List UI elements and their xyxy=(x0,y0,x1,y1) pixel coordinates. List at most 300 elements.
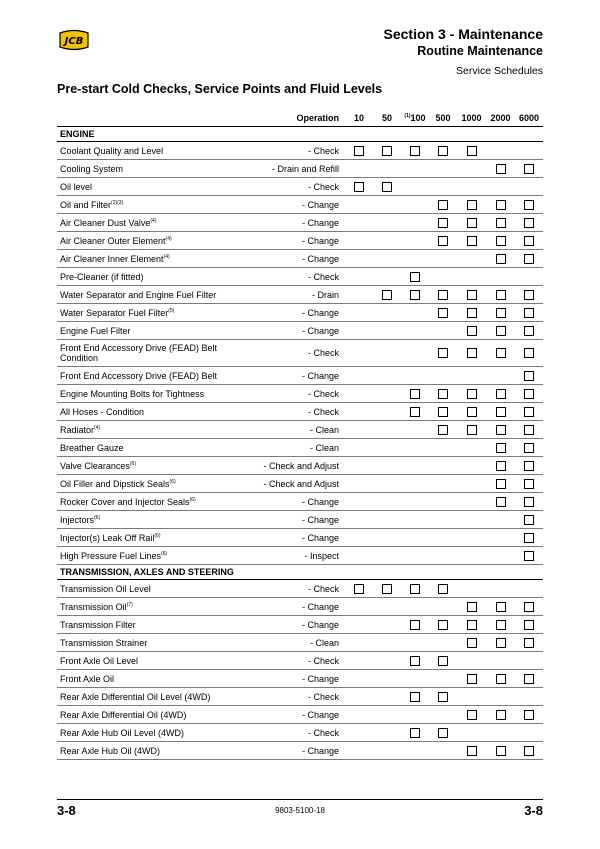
checkbox-icon xyxy=(496,348,506,358)
checkbox-icon xyxy=(496,746,506,756)
interval-cell xyxy=(486,304,515,322)
checkbox-icon xyxy=(438,348,448,358)
checkbox-icon xyxy=(438,584,448,594)
footnote-ref: (4) xyxy=(150,217,157,224)
operation-cell: - Change xyxy=(253,214,345,232)
checkbox-icon xyxy=(354,182,364,192)
interval-header: 500 xyxy=(429,110,457,127)
table-row xyxy=(57,367,543,385)
interval-header: 1000 xyxy=(457,110,486,127)
interval-cell xyxy=(515,670,543,688)
interval-cell xyxy=(486,286,515,304)
interval-cell xyxy=(515,160,543,178)
checkbox-icon xyxy=(496,254,506,264)
checkbox-icon xyxy=(524,620,534,630)
checkbox-icon xyxy=(438,236,448,246)
service-item: Front End Accessory Drive (FEAD) Belt xyxy=(57,367,253,385)
interval-cell xyxy=(515,511,543,529)
interval-cell xyxy=(345,160,373,178)
checkbox-icon xyxy=(496,389,506,399)
checkbox-icon xyxy=(524,371,534,381)
interval-cell xyxy=(457,232,486,250)
interval-cell xyxy=(515,322,543,340)
interval-cell xyxy=(345,547,373,565)
interval-cell xyxy=(373,250,401,268)
operation-cell: - Check xyxy=(253,403,345,421)
checkbox-icon xyxy=(467,674,477,684)
interval-cell xyxy=(373,511,401,529)
interval-cell xyxy=(457,742,486,760)
interval-cell xyxy=(457,421,486,439)
interval-cell xyxy=(429,457,457,475)
service-item: Oil level xyxy=(57,178,253,196)
interval-cell xyxy=(515,340,543,367)
operation-cell: - Clean xyxy=(253,439,345,457)
interval-cell xyxy=(401,160,429,178)
interval-cell xyxy=(457,475,486,493)
interval-cell xyxy=(429,439,457,457)
interval-cell xyxy=(429,403,457,421)
interval-cell xyxy=(429,529,457,547)
footnote-ref: (4) xyxy=(94,424,101,431)
interval-cell xyxy=(345,232,373,250)
interval-cell xyxy=(429,580,457,598)
table-row xyxy=(57,268,543,286)
checkbox-icon xyxy=(410,290,420,300)
interval-cell xyxy=(345,634,373,652)
interval-cell xyxy=(345,616,373,634)
interval-cell xyxy=(429,142,457,160)
table-row xyxy=(57,232,543,250)
interval-cell xyxy=(345,214,373,232)
interval-cell xyxy=(345,421,373,439)
interval-cell xyxy=(486,634,515,652)
interval-cell xyxy=(401,385,429,403)
interval-cell xyxy=(401,304,429,322)
interval-cell xyxy=(429,385,457,403)
interval-cell xyxy=(457,688,486,706)
interval-cell xyxy=(515,475,543,493)
interval-cell xyxy=(373,142,401,160)
checkbox-icon xyxy=(524,479,534,489)
operation-cell: - Change xyxy=(253,304,345,322)
checkbox-icon xyxy=(382,290,392,300)
interval-cell xyxy=(401,340,429,367)
service-item: Injectors$^{(6)}$ xyxy=(57,511,253,529)
interval-cell xyxy=(515,598,543,616)
interval-cell xyxy=(515,652,543,670)
interval-cell xyxy=(457,286,486,304)
interval-cell xyxy=(373,160,401,178)
document-number: 9803-5100-18 xyxy=(275,806,325,815)
operation-cell: - Change xyxy=(253,616,345,634)
checkbox-icon xyxy=(438,308,448,318)
interval-cell xyxy=(401,142,429,160)
checkbox-icon xyxy=(382,146,392,156)
table-row xyxy=(57,580,543,598)
page-number-left: 3-8 xyxy=(57,803,76,818)
interval-cell xyxy=(457,268,486,286)
checkbox-icon xyxy=(382,182,392,192)
interval-cell xyxy=(457,724,486,742)
interval-cell xyxy=(486,340,515,367)
service-item: Pre-Cleaner (if fitted) xyxy=(57,268,253,286)
interval-cell xyxy=(486,214,515,232)
interval-cell xyxy=(373,286,401,304)
service-item: Engine Fuel Filter xyxy=(57,322,253,340)
operation-cell: - Change xyxy=(253,493,345,511)
checkbox-icon xyxy=(410,620,420,630)
interval-cell xyxy=(345,340,373,367)
interval-cell xyxy=(515,547,543,565)
interval-cell xyxy=(457,529,486,547)
checkbox-icon xyxy=(382,584,392,594)
interval-cell xyxy=(401,421,429,439)
interval-cell xyxy=(486,706,515,724)
footnote-ref: (7) xyxy=(126,601,133,608)
interval-cell xyxy=(373,706,401,724)
interval-cell xyxy=(429,322,457,340)
operation-cell: - Change xyxy=(253,196,345,214)
checkbox-icon xyxy=(496,497,506,507)
footnote-ref: (6) xyxy=(169,478,176,485)
interval-cell xyxy=(515,688,543,706)
interval-cell xyxy=(373,670,401,688)
service-item: Breather Gauze xyxy=(57,439,253,457)
checkbox-icon xyxy=(410,584,420,594)
interval-cell xyxy=(429,367,457,385)
service-item: Rocker Cover and Injector Seals$^{(6)}$ xyxy=(57,493,253,511)
checkbox-icon xyxy=(496,638,506,648)
interval-cell xyxy=(373,340,401,367)
interval-cell xyxy=(429,475,457,493)
checkbox-icon xyxy=(524,461,534,471)
table-row xyxy=(57,403,543,421)
checkbox-icon xyxy=(467,407,477,417)
interval-cell xyxy=(345,142,373,160)
interval-cell xyxy=(373,367,401,385)
checkbox-icon xyxy=(496,326,506,336)
table-row xyxy=(57,457,543,475)
operation-cell: - Change xyxy=(253,367,345,385)
footnote-ref: (4) xyxy=(163,253,170,260)
interval-cell xyxy=(515,178,543,196)
interval-cell xyxy=(429,421,457,439)
interval-cell xyxy=(457,670,486,688)
interval-header: 6000 xyxy=(515,110,543,127)
interval-cell xyxy=(345,493,373,511)
interval-cell xyxy=(345,403,373,421)
checkbox-icon xyxy=(524,638,534,648)
interval-cell xyxy=(345,385,373,403)
interval-cell xyxy=(515,724,543,742)
checkbox-icon xyxy=(410,272,420,282)
operation-cell: - Check xyxy=(253,178,345,196)
interval-cell xyxy=(515,367,543,385)
service-item: High Pressure Fuel Lines$^{(6)}$ xyxy=(57,547,253,565)
table-row xyxy=(57,178,543,196)
interval-cell xyxy=(486,232,515,250)
footnote-ref: (2)(3) xyxy=(111,199,124,206)
checkbox-icon xyxy=(496,218,506,228)
table-row xyxy=(57,511,543,529)
interval-cell xyxy=(373,268,401,286)
interval-cell xyxy=(401,706,429,724)
interval-cell xyxy=(373,214,401,232)
interval-cell xyxy=(401,268,429,286)
interval-cell xyxy=(373,688,401,706)
interval-header: 2000 xyxy=(486,110,515,127)
table-row xyxy=(57,634,543,652)
operation-cell: - Change xyxy=(253,250,345,268)
interval-cell xyxy=(429,634,457,652)
checkbox-icon xyxy=(524,389,534,399)
interval-cell xyxy=(515,706,543,724)
interval-cell xyxy=(457,616,486,634)
service-item: Water Separator and Engine Fuel Filter xyxy=(57,286,253,304)
interval-cell xyxy=(429,286,457,304)
interval-cell xyxy=(345,706,373,724)
footnote-ref: (6) xyxy=(154,532,161,539)
checkbox-icon xyxy=(524,710,534,720)
interval-cell xyxy=(486,142,515,160)
footer-divider xyxy=(57,799,543,800)
checkbox-icon xyxy=(524,443,534,453)
table-row xyxy=(57,196,543,214)
interval-cell xyxy=(345,529,373,547)
interval-cell xyxy=(373,616,401,634)
interval-cell xyxy=(401,529,429,547)
operation-cell: - Clean xyxy=(253,634,345,652)
interval-cell xyxy=(486,322,515,340)
footnote-ref: (4) xyxy=(165,235,172,242)
interval-cell xyxy=(373,742,401,760)
interval-cell xyxy=(401,457,429,475)
interval-cell xyxy=(373,529,401,547)
table-row xyxy=(57,214,543,232)
service-item: Air Cleaner Dust Valve$^{(4)}$ xyxy=(57,214,253,232)
interval-cell xyxy=(486,160,515,178)
service-item: Transmission Filter xyxy=(57,616,253,634)
service-schedule-table xyxy=(57,110,543,760)
interval-header: 50 xyxy=(373,110,401,127)
table-row xyxy=(57,598,543,616)
checkbox-icon xyxy=(410,389,420,399)
interval-cell xyxy=(429,724,457,742)
interval-cell xyxy=(486,493,515,511)
interval-cell xyxy=(345,268,373,286)
page-header xyxy=(384,26,543,78)
checkbox-icon xyxy=(496,308,506,318)
checkbox-icon xyxy=(467,290,477,300)
checkbox-icon xyxy=(524,533,534,543)
interval-cell xyxy=(401,547,429,565)
operation-cell: - Change xyxy=(253,529,345,547)
table-row xyxy=(57,652,543,670)
service-item: Transmission Oil$^{(7)}$ xyxy=(57,598,253,616)
interval-cell xyxy=(457,367,486,385)
footnote-ref: (6) xyxy=(189,496,196,503)
interval-cell xyxy=(429,196,457,214)
interval-cell xyxy=(457,403,486,421)
interval-cell xyxy=(401,493,429,511)
interval-cell xyxy=(429,340,457,367)
checkbox-icon xyxy=(496,479,506,489)
section-row xyxy=(57,565,543,580)
interval-cell xyxy=(345,670,373,688)
checkbox-icon xyxy=(410,728,420,738)
checkbox-icon xyxy=(467,200,477,210)
table-row xyxy=(57,493,543,511)
interval-cell xyxy=(373,322,401,340)
interval-cell xyxy=(373,493,401,511)
interval-cell xyxy=(429,598,457,616)
checkbox-icon xyxy=(438,146,448,156)
checkbox-icon xyxy=(524,602,534,612)
service-item: Radiator$^{(4)}$ xyxy=(57,421,253,439)
operation-cell: - Clean xyxy=(253,421,345,439)
footnote-ref: (6) xyxy=(129,460,136,467)
checkbox-icon xyxy=(467,389,477,399)
interval-cell xyxy=(401,232,429,250)
interval-cell xyxy=(486,385,515,403)
interval-cell xyxy=(401,670,429,688)
page-number-right: 3-8 xyxy=(524,803,543,818)
checkbox-icon xyxy=(524,200,534,210)
checkbox-icon xyxy=(438,200,448,210)
table-row xyxy=(57,250,543,268)
table-row xyxy=(57,724,543,742)
table-row xyxy=(57,340,543,367)
checkbox-icon xyxy=(410,407,420,417)
operation-cell: - Check xyxy=(253,385,345,403)
service-item: Rear Axle Hub Oil Level (4WD) xyxy=(57,724,253,742)
footnote-ref: (6) xyxy=(94,514,101,521)
service-item: Cooling System xyxy=(57,160,253,178)
interval-cell xyxy=(345,580,373,598)
interval-cell xyxy=(515,616,543,634)
checkbox-icon xyxy=(438,389,448,399)
checkbox-icon xyxy=(524,515,534,525)
interval-cell xyxy=(486,529,515,547)
interval-cell xyxy=(486,724,515,742)
checkbox-icon xyxy=(410,656,420,666)
checkbox-icon xyxy=(496,602,506,612)
interval-cell xyxy=(373,439,401,457)
interval-cell xyxy=(457,598,486,616)
interval-cell xyxy=(515,457,543,475)
checkbox-icon xyxy=(467,326,477,336)
interval-cell xyxy=(401,322,429,340)
service-item: Air Cleaner Inner Element$^{(4)}$ xyxy=(57,250,253,268)
service-item: Engine Mounting Bolts for Tightness xyxy=(57,385,253,403)
checkbox-icon xyxy=(410,146,420,156)
interval-cell xyxy=(345,688,373,706)
interval-cell xyxy=(486,196,515,214)
operation-cell: - Check xyxy=(253,724,345,742)
interval-cell xyxy=(457,511,486,529)
interval-cell xyxy=(515,421,543,439)
section-heading: ENGINE xyxy=(57,127,543,142)
interval-cell xyxy=(345,511,373,529)
checkbox-icon xyxy=(354,146,364,156)
checkbox-icon xyxy=(438,290,448,300)
table-row xyxy=(57,160,543,178)
interval-cell xyxy=(345,652,373,670)
checkbox-icon xyxy=(496,674,506,684)
interval-cell xyxy=(515,196,543,214)
interval-cell xyxy=(457,322,486,340)
interval-cell xyxy=(515,286,543,304)
interval-cell xyxy=(457,580,486,598)
checkbox-icon xyxy=(496,236,506,246)
interval-cell xyxy=(373,232,401,250)
interval-cell xyxy=(429,268,457,286)
table-row xyxy=(57,688,543,706)
page-title: Pre-start Cold Checks, Service Points and Fluid Levels xyxy=(57,82,383,96)
operation-cell: - Check xyxy=(253,652,345,670)
svg-text:JCB: JCB xyxy=(64,36,84,47)
section-heading: TRANSMISSION, AXLES AND STEERING xyxy=(57,565,543,580)
table-row xyxy=(57,421,543,439)
interval-cell xyxy=(345,742,373,760)
operation-cell: - Change xyxy=(253,322,345,340)
interval-cell xyxy=(429,250,457,268)
interval-cell xyxy=(486,616,515,634)
table-row xyxy=(57,706,543,724)
interval-cell xyxy=(401,286,429,304)
interval-cell xyxy=(486,178,515,196)
interval-cell xyxy=(486,511,515,529)
section-title: Section 3 - Maintenance xyxy=(383,26,543,42)
interval-cell xyxy=(429,616,457,634)
interval-cell xyxy=(486,457,515,475)
interval-cell xyxy=(515,304,543,322)
interval-cell xyxy=(401,475,429,493)
interval-cell xyxy=(429,214,457,232)
interval-cell xyxy=(457,457,486,475)
interval-cell xyxy=(373,634,401,652)
operation-cell: - Check and Adjust xyxy=(253,475,345,493)
interval-cell xyxy=(373,178,401,196)
checkbox-icon xyxy=(524,497,534,507)
interval-cell xyxy=(486,742,515,760)
checkbox-icon xyxy=(438,620,448,630)
service-item: Front Axle Oil xyxy=(57,670,253,688)
interval-cell xyxy=(401,511,429,529)
checkbox-icon xyxy=(467,218,477,228)
operation-header: Operation xyxy=(253,110,345,127)
operation-cell: - Check and Adjust xyxy=(253,457,345,475)
checkbox-icon xyxy=(524,254,534,264)
interval-cell xyxy=(401,214,429,232)
interval-cell xyxy=(486,580,515,598)
interval-cell xyxy=(515,268,543,286)
interval-cell xyxy=(373,457,401,475)
table-row xyxy=(57,286,543,304)
operation-cell: - Change xyxy=(253,511,345,529)
interval-cell xyxy=(401,250,429,268)
operation-cell: - Check xyxy=(253,142,345,160)
interval-cell xyxy=(373,547,401,565)
interval-cell xyxy=(515,742,543,760)
interval-header: $^{(1)}$100 xyxy=(401,110,429,127)
interval-cell xyxy=(429,493,457,511)
interval-cell xyxy=(373,652,401,670)
operation-cell: - Change xyxy=(253,670,345,688)
interval-cell xyxy=(401,652,429,670)
interval-cell xyxy=(345,724,373,742)
